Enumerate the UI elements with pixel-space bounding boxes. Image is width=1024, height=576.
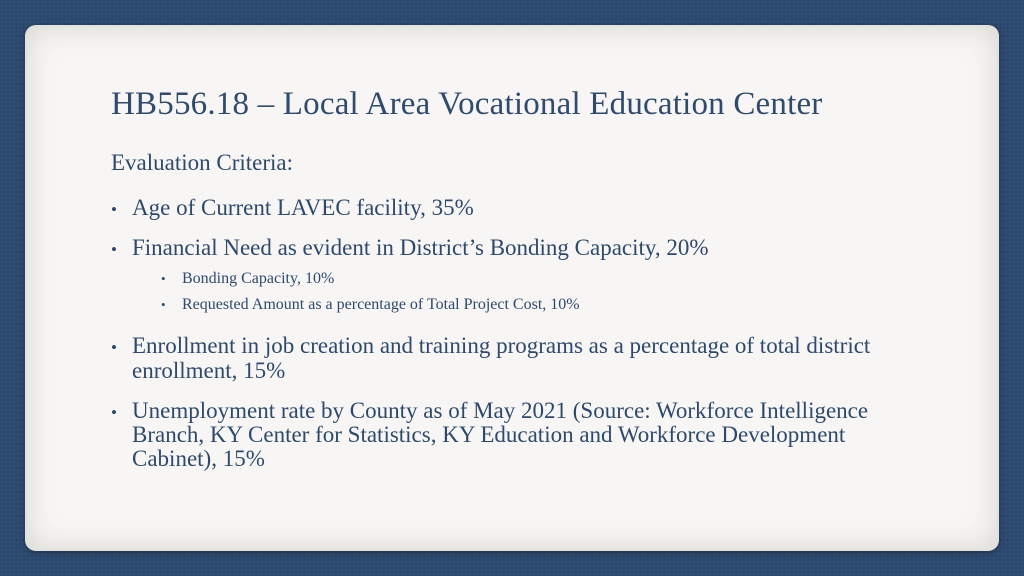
criterion-age-of-facility [111, 196, 911, 220]
bullet-icon: • [111, 240, 117, 260]
slide-panel [27, 27, 997, 549]
subcriterion-text: Bonding Capacity, 10% [182, 270, 335, 288]
bullet-icon: • [161, 297, 166, 313]
criterion-text: Age of Current LAVEC facility, 35% [132, 195, 474, 221]
bullet-icon: • [161, 271, 166, 287]
bullet-icon: • [111, 338, 117, 358]
slide-content [111, 85, 911, 471]
subcriterion-text: Requested Amount as a percentage of Total Project Cost, 10% [182, 296, 580, 314]
criterion-text: Unemployment rate by County as of May 2021 (Source: Workforce Intelligence Branch, KY Center for Statistics, KY Education and Workforce Development Cabinet), 15% [132, 397, 869, 472]
slide-title: HB556.18 – Local Area Vocational Education Center [111, 86, 823, 122]
criterion-enrollment [111, 334, 911, 382]
subcriterion-requested-amount [161, 292, 911, 318]
criterion-financial-need [111, 236, 911, 318]
criterion-text: Enrollment in job creation and training programs as a percentage of total district enrollment, 15% [132, 333, 871, 383]
bullet-icon: • [111, 402, 117, 422]
bullet-icon: • [111, 200, 117, 220]
criteria-list [111, 196, 911, 471]
evaluation-criteria-heading: Evaluation Criteria: [111, 149, 294, 175]
criterion-text: Financial Need as evident in District’s Bonding Capacity, 20% [132, 235, 709, 261]
criterion-unemployment-rate [111, 399, 911, 471]
subcriterion-bonding-capacity [161, 266, 911, 292]
financial-need-sublist [161, 266, 911, 318]
